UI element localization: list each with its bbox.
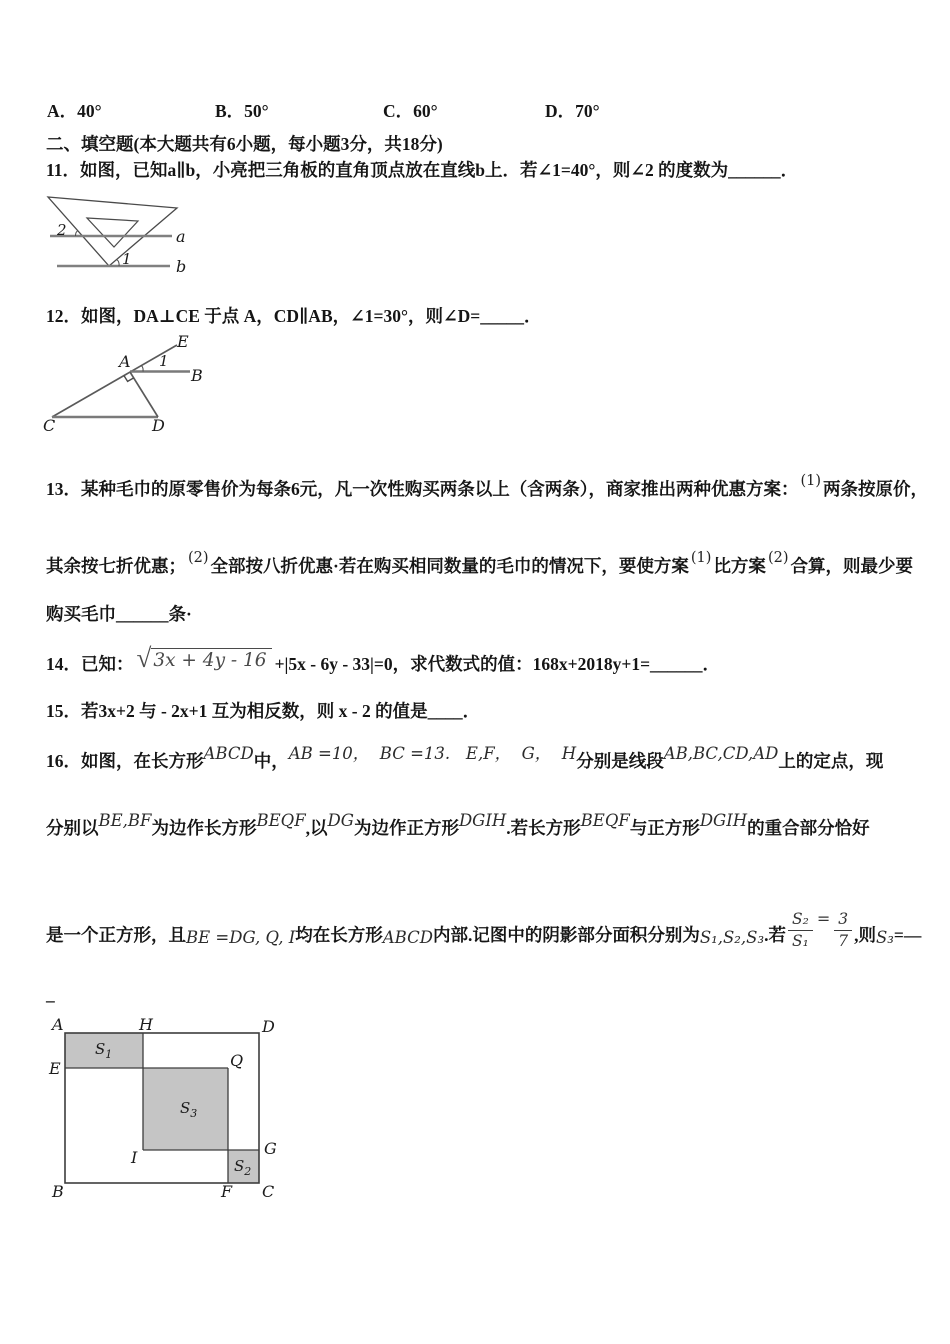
q16-l3-math-s123: S₁,S₂,S₃ (699, 928, 765, 947)
q16-l2-math-beqf: BEQF (256, 811, 306, 830)
point-h-label: H (139, 1015, 153, 1034)
q16-l2-run4: 为边作正方形 (353, 818, 459, 838)
q13-plan1-ref-superscript: (1) (690, 550, 712, 566)
q13-line1-post: 两条按原价， (823, 479, 929, 499)
square-root (136, 643, 272, 674)
option-d: D．70° (545, 101, 600, 121)
option-a: A．40° (47, 101, 102, 121)
point-e-label: E (177, 332, 189, 351)
point-b-label: B (52, 1182, 64, 1201)
q16-l1-math-segments: AB,BC,CD,AD (663, 744, 779, 763)
point-c-label: C (43, 416, 56, 434)
option-b: B．50° (215, 101, 269, 121)
option-c: C．60° (383, 101, 438, 121)
q13-line2-pre: 其余按七折优惠； (46, 556, 186, 576)
q11-figure (30, 186, 240, 286)
point-d-label: D (262, 1017, 275, 1036)
angle-1-label: 1 (159, 352, 169, 370)
point-a-label: A (119, 352, 131, 371)
q13-line2 (46, 550, 913, 577)
point-a-label: A (52, 1015, 64, 1034)
fraction-denominator-s1: S₁ (791, 932, 809, 950)
q16-l1-math-abcd: ABCD (203, 744, 254, 763)
q13-line2-mid2: 比方案 (713, 556, 766, 576)
q11-text: 11．如图，已知a∥b，小亮把三角板的直角顶点放在直线b上．若∠1=40°，则∠2 的度数为______． (46, 160, 799, 180)
q16-l2-math-bebf: BE,BF (98, 811, 152, 830)
q13-line3-blank: 购买毛巾______条· (46, 604, 192, 624)
q12-figure (35, 328, 205, 434)
section-heading: 二、填空题(本大题共有6小题，每小题3分，共18分) (46, 134, 443, 154)
point-g-label: G (264, 1139, 277, 1158)
s2-base: S (234, 1157, 245, 1175)
point-d-label: D (152, 416, 165, 434)
q16-l2-math-dg: DG (327, 811, 354, 830)
q13-line2-mid: 全部按八折优惠·若在购买相同数量的毛巾的情况下，要使方案 (210, 556, 689, 576)
q16-l3-math-s3: S₃ (875, 928, 894, 947)
s1-base: S (95, 1040, 106, 1058)
q16-line1 (46, 744, 884, 772)
s2-subscript: 2 (244, 1165, 252, 1178)
s3-base: S (180, 1099, 191, 1117)
q16-l2-run6: 与正方形 (629, 818, 700, 838)
q16-l3-run2: 均在长方形 (295, 925, 383, 945)
q16-l2-run1: 分别以 (46, 818, 99, 838)
q16-l1-run4: 上的定点，现 (778, 751, 884, 771)
fraction-equals: = (816, 909, 831, 928)
fraction-denominator-7: 7 (838, 932, 849, 950)
q13-plan2-superscript: (2) (188, 550, 209, 566)
line-a-label: a (176, 227, 186, 246)
set-square-inner-triangle (87, 218, 138, 247)
fraction-numerator-s2: S₂ (788, 909, 813, 931)
q16-l3-run3: 内部.记图中的阴影部分面积分别为 (432, 925, 700, 945)
angle-2-label: 2 (57, 221, 67, 239)
point-e-label: E (49, 1059, 61, 1078)
q16-l3-run4: .若 (764, 925, 786, 945)
line-b-label: b (176, 257, 187, 276)
point-b-label: B (191, 366, 203, 385)
q16-l2-run7: 的重合部分恰好 (747, 818, 870, 838)
point-c-label: C (262, 1182, 275, 1201)
set-square-outer-triangle (48, 197, 177, 266)
q16-l2-math-dgih: DGIH (458, 811, 507, 830)
q14-post: +|5x - 6y - 33|=0，求代数式的值：168x+2018y+1=______． (274, 654, 721, 674)
point-q-label: Q (230, 1051, 244, 1070)
q16-l2-math-dgih2: DGIH (699, 811, 748, 830)
q16-l3-math-abcd: ABCD (382, 928, 433, 947)
q13-line1 (46, 473, 929, 500)
fraction-s2-over-s1 (788, 909, 813, 952)
q16-l3-run6: =— (893, 925, 922, 945)
q16-line3 (46, 909, 922, 969)
angle-1-label: 1 (122, 250, 132, 268)
radicand: 3x + 4y - 16 (151, 648, 271, 671)
radical-sign: √ (136, 643, 152, 673)
q16-figure (40, 1013, 285, 1213)
q16-l2-math-beqf2: BEQF (580, 811, 630, 830)
s1-subscript: 1 (105, 1048, 113, 1061)
q13-line1-pre: 13．某种毛巾的原零售价为每条6元，凡一次性购买两条以上（含两条），商家推出两种优惠方案： (46, 479, 799, 499)
s3-subscript: 3 (190, 1107, 198, 1120)
point-i-label: I (131, 1148, 138, 1167)
q16-l3-math-bedg: BE =DG, Q, I (186, 928, 296, 947)
q16-l3-run5: ,则 (854, 925, 876, 945)
q12-text: 12．如图，DA⊥CE 于点 A，CD∥AB，∠1=30°，则∠D=_____． (46, 306, 542, 326)
q16-l2-run2: 为边作长方形 (151, 818, 257, 838)
q16-l2-run3: ,以 (305, 818, 328, 838)
q16-l1-run3: 分别是线段 (576, 751, 664, 771)
q16-l1-math-dims: AB =10， BC =13. E,F， G， H (288, 744, 577, 763)
q16-line2 (46, 811, 870, 839)
q14-pre: 14．已知： (46, 654, 134, 674)
q16-continuation-dash: – (46, 990, 55, 1010)
q16-l1-run1: 16．如图，在长方形 (46, 751, 204, 771)
point-f-label: F (221, 1182, 233, 1201)
q16-l2-run5: .若长方形 (506, 818, 581, 838)
fraction-3-over-7 (834, 909, 852, 952)
q16-l1-run2: 中， (253, 751, 289, 771)
fraction-numerator-3: 3 (834, 909, 852, 931)
q15-text: 15．若3x+2 与 - 2x+1 互为相反数，则 x - 2 的值是____． (46, 701, 481, 721)
q13-plan1-superscript: (1) (800, 473, 822, 489)
q13-plan2-ref-superscript: (2) (767, 550, 789, 566)
q14-line (46, 643, 721, 675)
q16-l3-run1: 是一个正方形，且 (46, 925, 186, 945)
q13-line2-post: 合算，则最少要 (790, 556, 913, 576)
line-ad (130, 372, 158, 417)
